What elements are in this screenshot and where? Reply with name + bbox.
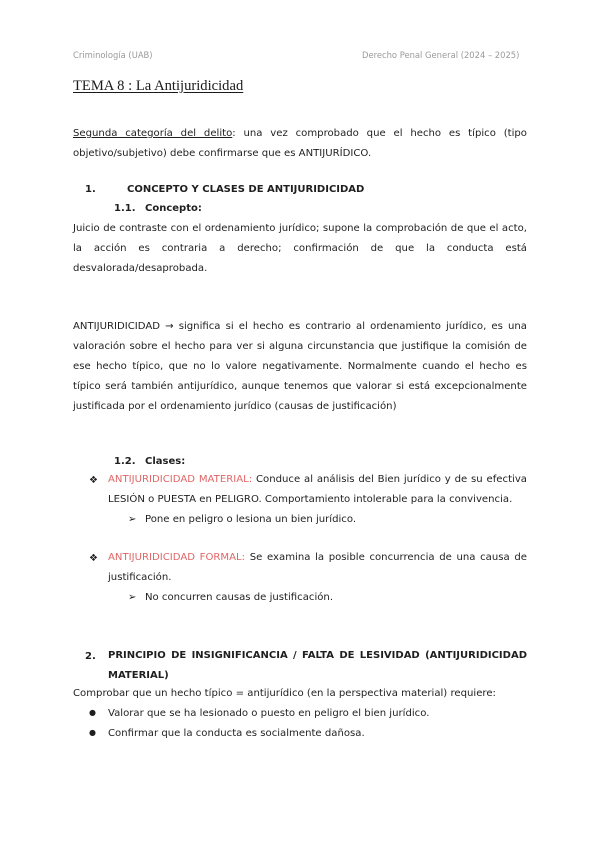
diamond-bullet-icon: ❖ [89, 475, 98, 486]
intro-paragraph [73, 124, 527, 164]
arrow-bullet-icon: ➢ [128, 514, 137, 525]
dot-bullet-icon: ● [89, 728, 96, 737]
clase-formal-text: Se examina la posible concurrencia de una causa de justificación. [108, 552, 527, 583]
intro-underlined: Segunda categoría del delito [73, 128, 233, 139]
section-1-heading [85, 184, 364, 195]
section-1-title: CONCEPTO Y CLASES DE ANTIJURIDICIDAD [127, 184, 365, 195]
clase-material-text: Conduce al análisis del Bien jurídico y de su efectiva LESIÓN o PUESTA en PELIGRO. Comportamiento intolerable para la convivencia. [108, 474, 527, 505]
dot-bullet-icon: ● [89, 708, 96, 717]
clase-material-label: ANTIJURIDICIDAD MATERIAL: [108, 474, 253, 485]
subsection-1-2-number: 1.2. [114, 456, 136, 467]
section-2-bullet: Valorar que se ha lesionado o puesto en peligro el bien jurídico. [108, 708, 430, 719]
subsection-1-2-heading [114, 456, 185, 467]
subsection-1-1-title: Concepto: [145, 203, 202, 214]
intro-rest: : una vez comprobado que el hecho es típico (tipo objetivo/subjetivo) debe confirmarse que es ANTIJURÍDICO. [73, 128, 527, 159]
section-2-bullet: Confirmar que la conducta es socialmente dañosa. [108, 728, 365, 739]
clase-material-sub: Pone en peligro o lesiona un bien jurídico. [145, 514, 357, 525]
clase-formal-label: ANTIJURIDICIDAD FORMAL: [108, 552, 246, 563]
subsection-1-1-number: 1.1. [114, 203, 136, 214]
header-subject: Derecho Penal General (2024 – 2025) [362, 50, 520, 60]
page-title: TEMA 8 : La Antijuridicidad [73, 78, 244, 94]
clase-material-item [108, 470, 527, 510]
clase-formal-sub: No concurren causas de justificación. [145, 592, 334, 603]
subsection-1-1-heading [114, 203, 202, 214]
section-2-number: 2. [85, 651, 96, 662]
header-course: Criminología (UAB) [73, 50, 153, 60]
subsection-1-2-title: Clases: [145, 456, 186, 467]
concepto-paragraph: Juicio de contraste con el ordenamiento jurídico; supone la comprobación de que el acto, la acción es contraria a derecho; confirmación de que la conducta está desvalorada/desaprobada. [73, 223, 527, 274]
section-1-number: 1. [85, 184, 96, 195]
section-2-intro: Comprobar que un hecho típico = antijurídico (en la perspectiva material) requiere: [73, 688, 496, 699]
diamond-bullet-icon: ❖ [89, 553, 98, 564]
arrow-bullet-icon: ➢ [128, 592, 137, 603]
section-2-title: PRINCIPIO DE INSIGNIFICANCIA / FALTA DE LESIVIDAD (ANTIJURIDICIDAD MATERIAL) [108, 650, 527, 681]
clase-formal-item [108, 548, 527, 588]
antijuridicidad-paragraph: ANTIJURIDICIDAD → significa si el hecho es contrario al ordenamiento jurídico, es una valoración sobre el hecho para ver si alguna circunstancia que justifique la comisión de ese hecho típico, que no lo valore negativamente. Normalmente cuando el hecho es típico será también antijurídico, aunque tenemos que valorar si está excepcionalmente justificada por el ordenamiento jurídico (causas de justificación) [73, 321, 527, 412]
